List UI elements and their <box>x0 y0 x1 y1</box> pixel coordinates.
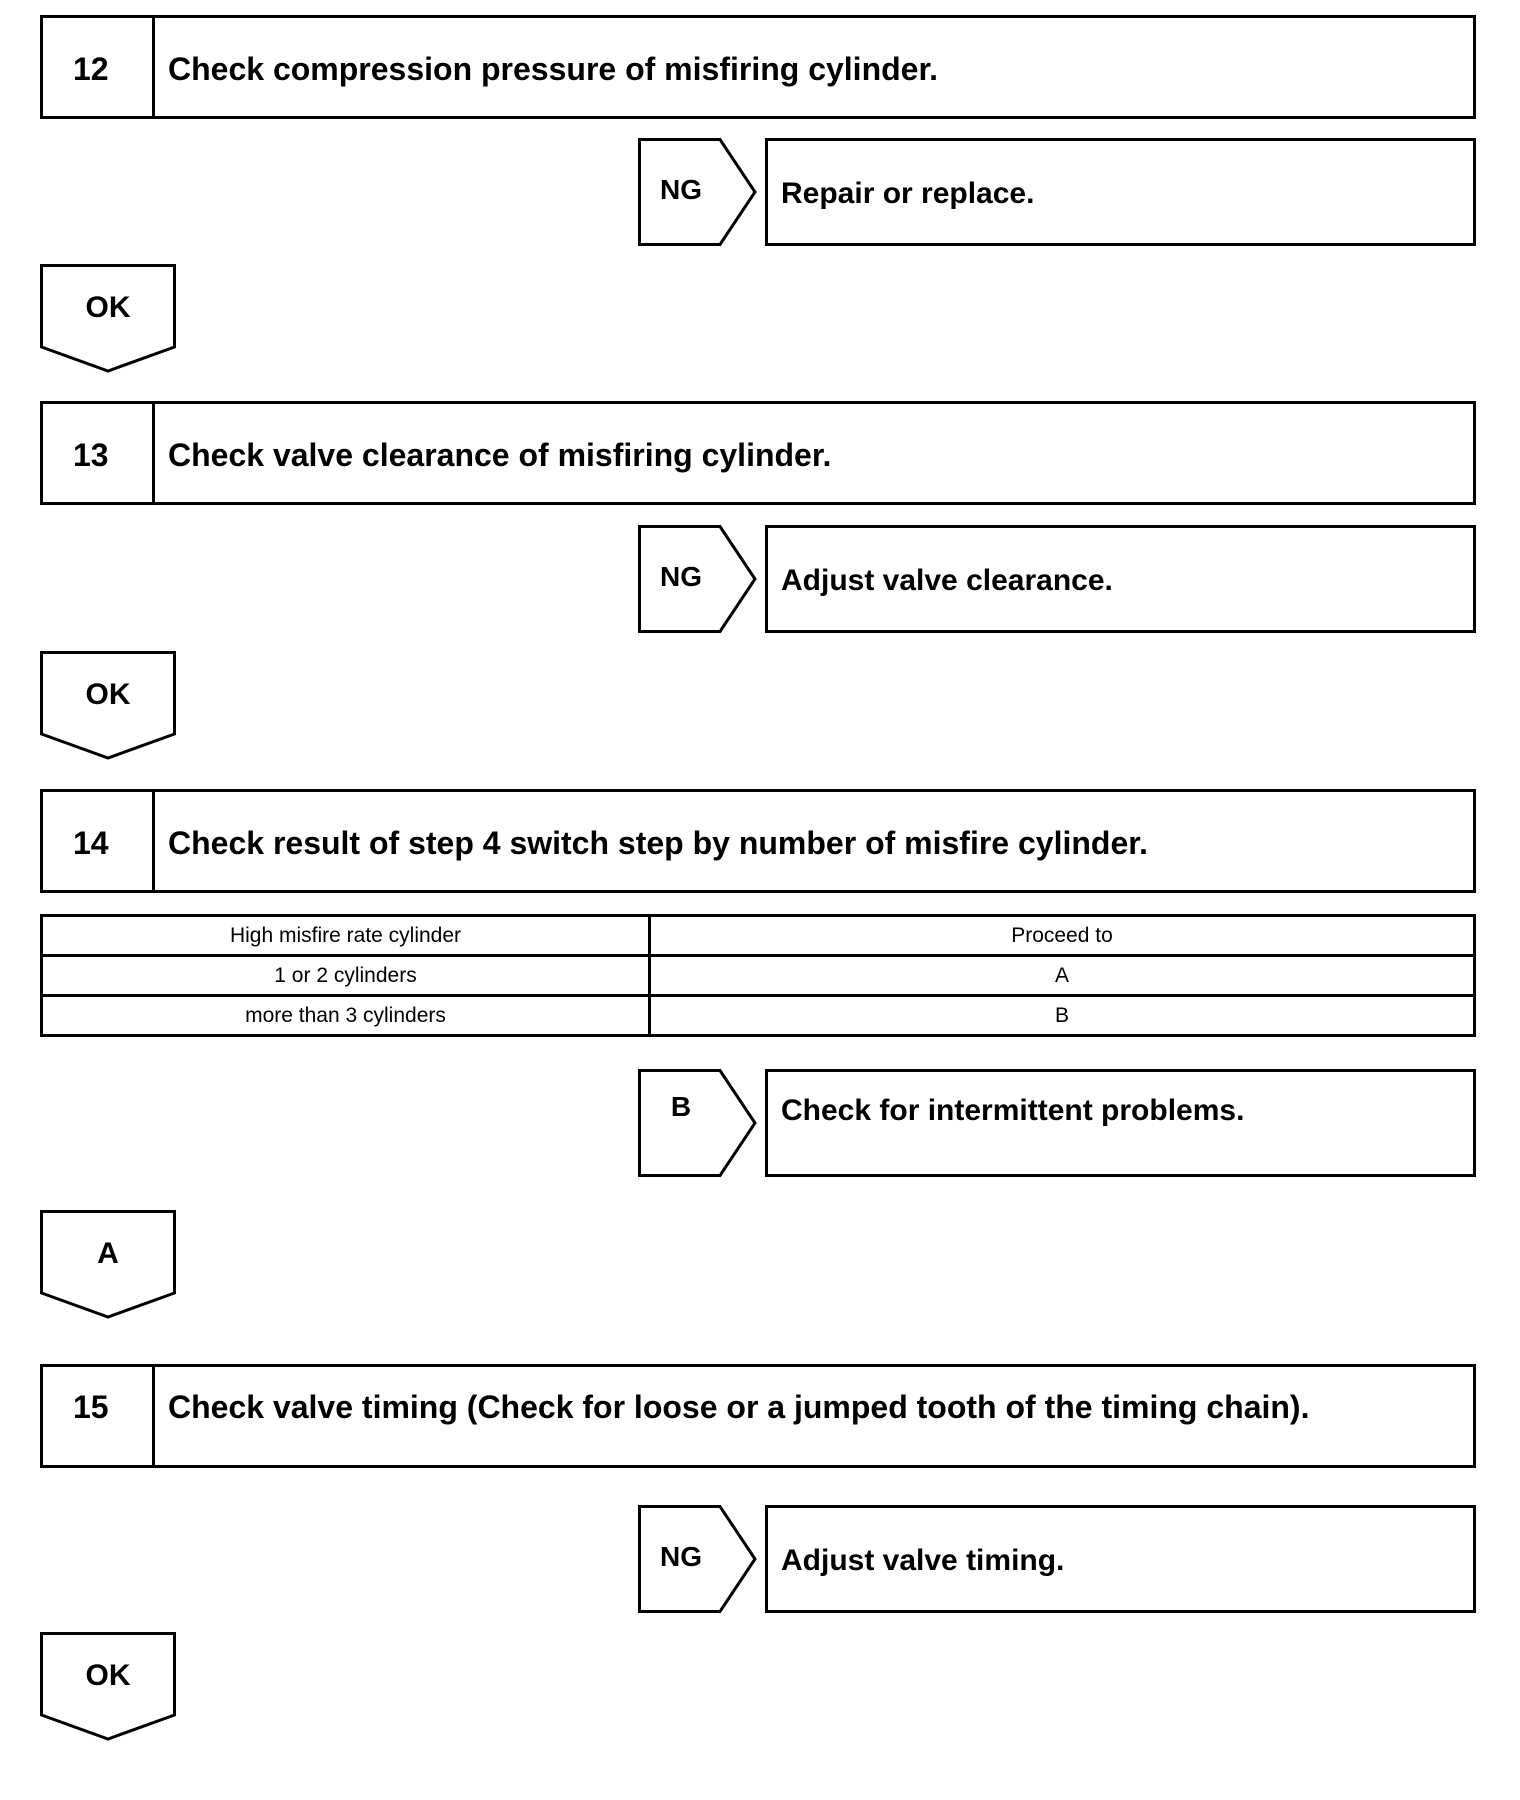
step-14-b-action-text: Check for intermittent problems. <box>781 1094 1245 1127</box>
table-cell: B <box>650 996 1475 1036</box>
step-15-ng-action <box>765 1505 1476 1613</box>
step-13-ng-tag <box>638 525 758 633</box>
step-12-ok-arrow <box>40 264 176 374</box>
step-13-title: Check valve clearance of misfiring cylinder. <box>168 437 832 473</box>
step-14-a-label: A <box>97 1237 119 1270</box>
step-15-ng-action-text: Adjust valve timing. <box>781 1544 1065 1577</box>
step-13-ok-label: OK <box>85 678 131 711</box>
step-13-ng-label: NG <box>660 561 702 592</box>
table-row <box>42 956 1475 996</box>
step-12-ng-tag <box>638 138 758 246</box>
step-15-title: Check valve timing (Check for loose or a jumped tooth of the timing chain). <box>168 1389 1310 1425</box>
step-14-number: 14 <box>43 792 155 890</box>
step-12-ok-label: OK <box>85 291 131 324</box>
step-15-ng-tag <box>638 1505 758 1613</box>
misfire-table <box>40 914 1476 1037</box>
table-row <box>42 996 1475 1036</box>
step-13-ng-action-text: Adjust valve clearance. <box>781 564 1113 597</box>
step-13-box <box>40 401 1476 505</box>
step-15-ok-label: OK <box>85 1659 131 1692</box>
step-13-ng-action <box>765 525 1476 633</box>
table-cell: 1 or 2 cylinders <box>42 956 650 996</box>
b-arrow-shape <box>638 1069 758 1177</box>
step-12-number: 12 <box>43 18 155 116</box>
step-14-title: Check result of step 4 switch step by number of misfire cylinder. <box>168 825 1148 861</box>
table-cell: more than 3 cylinders <box>42 996 650 1036</box>
table-cell: A <box>650 956 1475 996</box>
step-15-ng-label: NG <box>660 1541 702 1572</box>
table-header-row <box>42 916 1475 956</box>
step-13-number: 13 <box>43 404 155 502</box>
table-header-cell: Proceed to <box>650 916 1475 956</box>
step-14-b-tag <box>638 1069 758 1177</box>
step-12-title: Check compression pressure of misfiring cylinder. <box>168 51 939 87</box>
step-12-box <box>40 15 1476 119</box>
table-header-cell: High misfire rate cylinder <box>42 916 650 956</box>
step-15-box <box>40 1364 1476 1468</box>
step-12-ng-action <box>765 138 1476 246</box>
step-15-number: 15 <box>43 1367 155 1465</box>
step-13-ok-arrow <box>40 651 176 761</box>
step-15-ok-arrow <box>40 1632 176 1742</box>
step-14-a-arrow <box>40 1210 176 1320</box>
step-12-ng-action-text: Repair or replace. <box>781 177 1035 210</box>
step-14-box <box>40 789 1476 893</box>
step-14-b-label: B <box>670 1091 692 1122</box>
step-14-b-action <box>765 1069 1476 1177</box>
step-12-ng-label: NG <box>660 174 702 205</box>
